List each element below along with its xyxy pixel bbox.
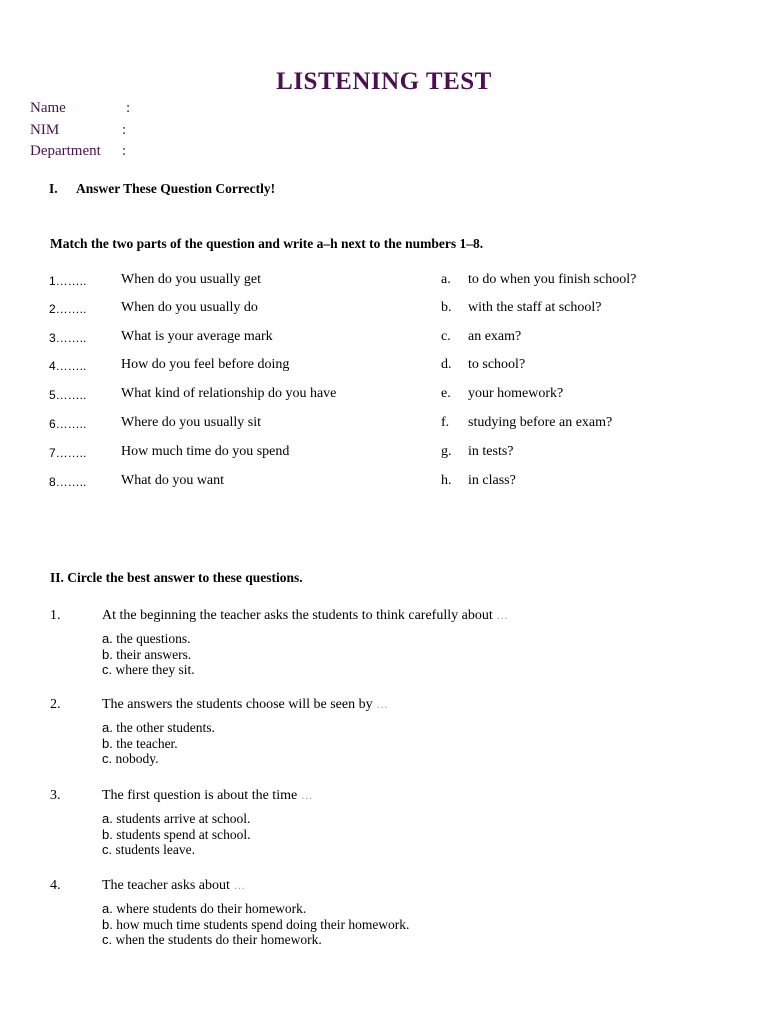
- option-c[interactable]: [102, 932, 409, 948]
- match-row: [0, 415, 768, 437]
- question-number: 4.: [50, 878, 61, 893]
- nim-label: NIM: [30, 122, 60, 138]
- match-letter: e.: [441, 386, 451, 401]
- section1-number: I.: [49, 181, 58, 196]
- option-b[interactable]: [102, 647, 195, 663]
- option-text: nobody.: [115, 751, 159, 766]
- match-question: When do you usually get: [121, 272, 261, 287]
- match-question: What is your average mark: [121, 329, 273, 344]
- match-question: How do you feel before doing: [121, 357, 290, 372]
- question-dots: …: [376, 697, 389, 711]
- match-letter: c.: [441, 329, 451, 344]
- option-list: [102, 811, 250, 858]
- option-letter: b.: [102, 916, 113, 932]
- match-question: What kind of relationship do you have: [121, 386, 337, 401]
- match-row: [0, 357, 768, 379]
- match-row: [0, 473, 768, 495]
- question-number: 3.: [50, 788, 61, 803]
- question-text: [102, 608, 508, 624]
- match-letter: a.: [441, 272, 451, 287]
- question-text-body: At the beginning the teacher asks the students to think carefully about: [102, 608, 493, 623]
- option-text: when the students do their homework.: [115, 932, 322, 947]
- option-text: students spend at school.: [116, 826, 251, 842]
- match-number: 2……..: [49, 302, 87, 316]
- match-answer: in class?: [468, 473, 516, 488]
- match-letter: f.: [441, 415, 450, 430]
- option-letter: c.: [102, 751, 113, 766]
- match-question: What do you want: [121, 473, 225, 488]
- option-b[interactable]: [102, 736, 215, 752]
- match-question: When do you usually do: [121, 300, 258, 315]
- match-row: [0, 386, 768, 408]
- option-letter: c.: [102, 932, 113, 947]
- option-c[interactable]: [102, 751, 215, 767]
- option-text: students leave.: [115, 842, 195, 857]
- question-text-body: The teacher asks about: [102, 878, 230, 893]
- section1-heading: Answer These Question Correctly!: [76, 181, 276, 196]
- match-row: [0, 444, 768, 466]
- option-a[interactable]: [102, 811, 250, 827]
- department-colon: :: [122, 143, 127, 159]
- option-letter: c.: [102, 662, 113, 677]
- match-answer: an exam?: [468, 329, 522, 344]
- option-letter: b.: [102, 826, 113, 842]
- option-letter: b.: [102, 735, 113, 751]
- match-answer: in tests?: [468, 444, 514, 459]
- option-text: where they sit.: [115, 662, 195, 677]
- match-row: [0, 272, 768, 294]
- option-letter: a.: [102, 811, 113, 826]
- option-letter: a.: [102, 720, 113, 735]
- question-text: [102, 788, 313, 804]
- option-list: [102, 720, 215, 767]
- option-text: the questions.: [116, 631, 191, 646]
- match-answer: studying before an exam?: [468, 415, 613, 430]
- match-answer: to do when you finish school?: [468, 272, 637, 287]
- match-letter: d.: [441, 357, 452, 372]
- option-a[interactable]: [102, 720, 215, 736]
- option-text: their answers.: [116, 646, 192, 662]
- question-number: 2.: [50, 697, 61, 712]
- question-text-body: The answers the students choose will be seen by: [102, 697, 373, 712]
- question-text: [102, 878, 245, 894]
- option-text: how much time students spend doing their homework.: [116, 916, 410, 932]
- option-text: the other students.: [116, 720, 215, 735]
- option-letter: b.: [102, 646, 113, 662]
- option-text: where students do their homework.: [116, 901, 307, 916]
- question-text: [102, 697, 388, 713]
- match-number: 5……..: [49, 388, 87, 402]
- nim-colon: :: [122, 122, 127, 138]
- option-letter: c.: [102, 842, 113, 857]
- match-number: 3……..: [49, 331, 87, 345]
- question-number: 1.: [50, 608, 61, 623]
- match-letter: g.: [441, 444, 452, 459]
- name-colon: :: [126, 100, 131, 116]
- section2-heading: II. Circle the best answer to these questions.: [50, 570, 303, 585]
- option-a[interactable]: [102, 901, 409, 917]
- match-number: 4……..: [49, 359, 87, 373]
- option-letter: a.: [102, 901, 113, 916]
- match-row: [0, 300, 768, 322]
- match-answer: with the staff at school?: [468, 300, 602, 315]
- match-number: 7……..: [49, 446, 87, 460]
- question-text-body: The first question is about the time: [102, 788, 298, 803]
- question-dots: …: [496, 608, 509, 622]
- match-question: Where do you usually sit: [121, 415, 261, 430]
- match-number: 1……..: [49, 274, 87, 288]
- match-letter: h.: [441, 473, 452, 488]
- match-number: 6……..: [49, 417, 87, 431]
- question-dots: …: [233, 878, 246, 892]
- question-dots: …: [300, 788, 313, 802]
- option-text: the teacher.: [116, 735, 178, 751]
- match-row: [0, 329, 768, 351]
- option-text: students arrive at school.: [116, 811, 251, 826]
- section1-instruction: Match the two parts of the question and write a–h next to the numbers 1–8.: [50, 236, 484, 251]
- option-list: [102, 631, 195, 678]
- page-title: LISTENING TEST: [276, 68, 492, 95]
- option-list: [102, 901, 409, 948]
- match-number: 8……..: [49, 475, 87, 489]
- option-c[interactable]: [102, 842, 250, 858]
- match-answer: to school?: [468, 357, 526, 372]
- department-label: Department: [30, 143, 101, 159]
- option-b[interactable]: [102, 827, 250, 843]
- option-c[interactable]: [102, 662, 195, 678]
- match-answer: your homework?: [468, 386, 564, 401]
- match-letter: b.: [441, 300, 452, 315]
- match-question: How much time do you spend: [121, 444, 290, 459]
- option-a[interactable]: [102, 631, 195, 647]
- option-b[interactable]: [102, 917, 409, 933]
- option-letter: a.: [102, 631, 113, 646]
- name-label: Name: [30, 100, 66, 116]
